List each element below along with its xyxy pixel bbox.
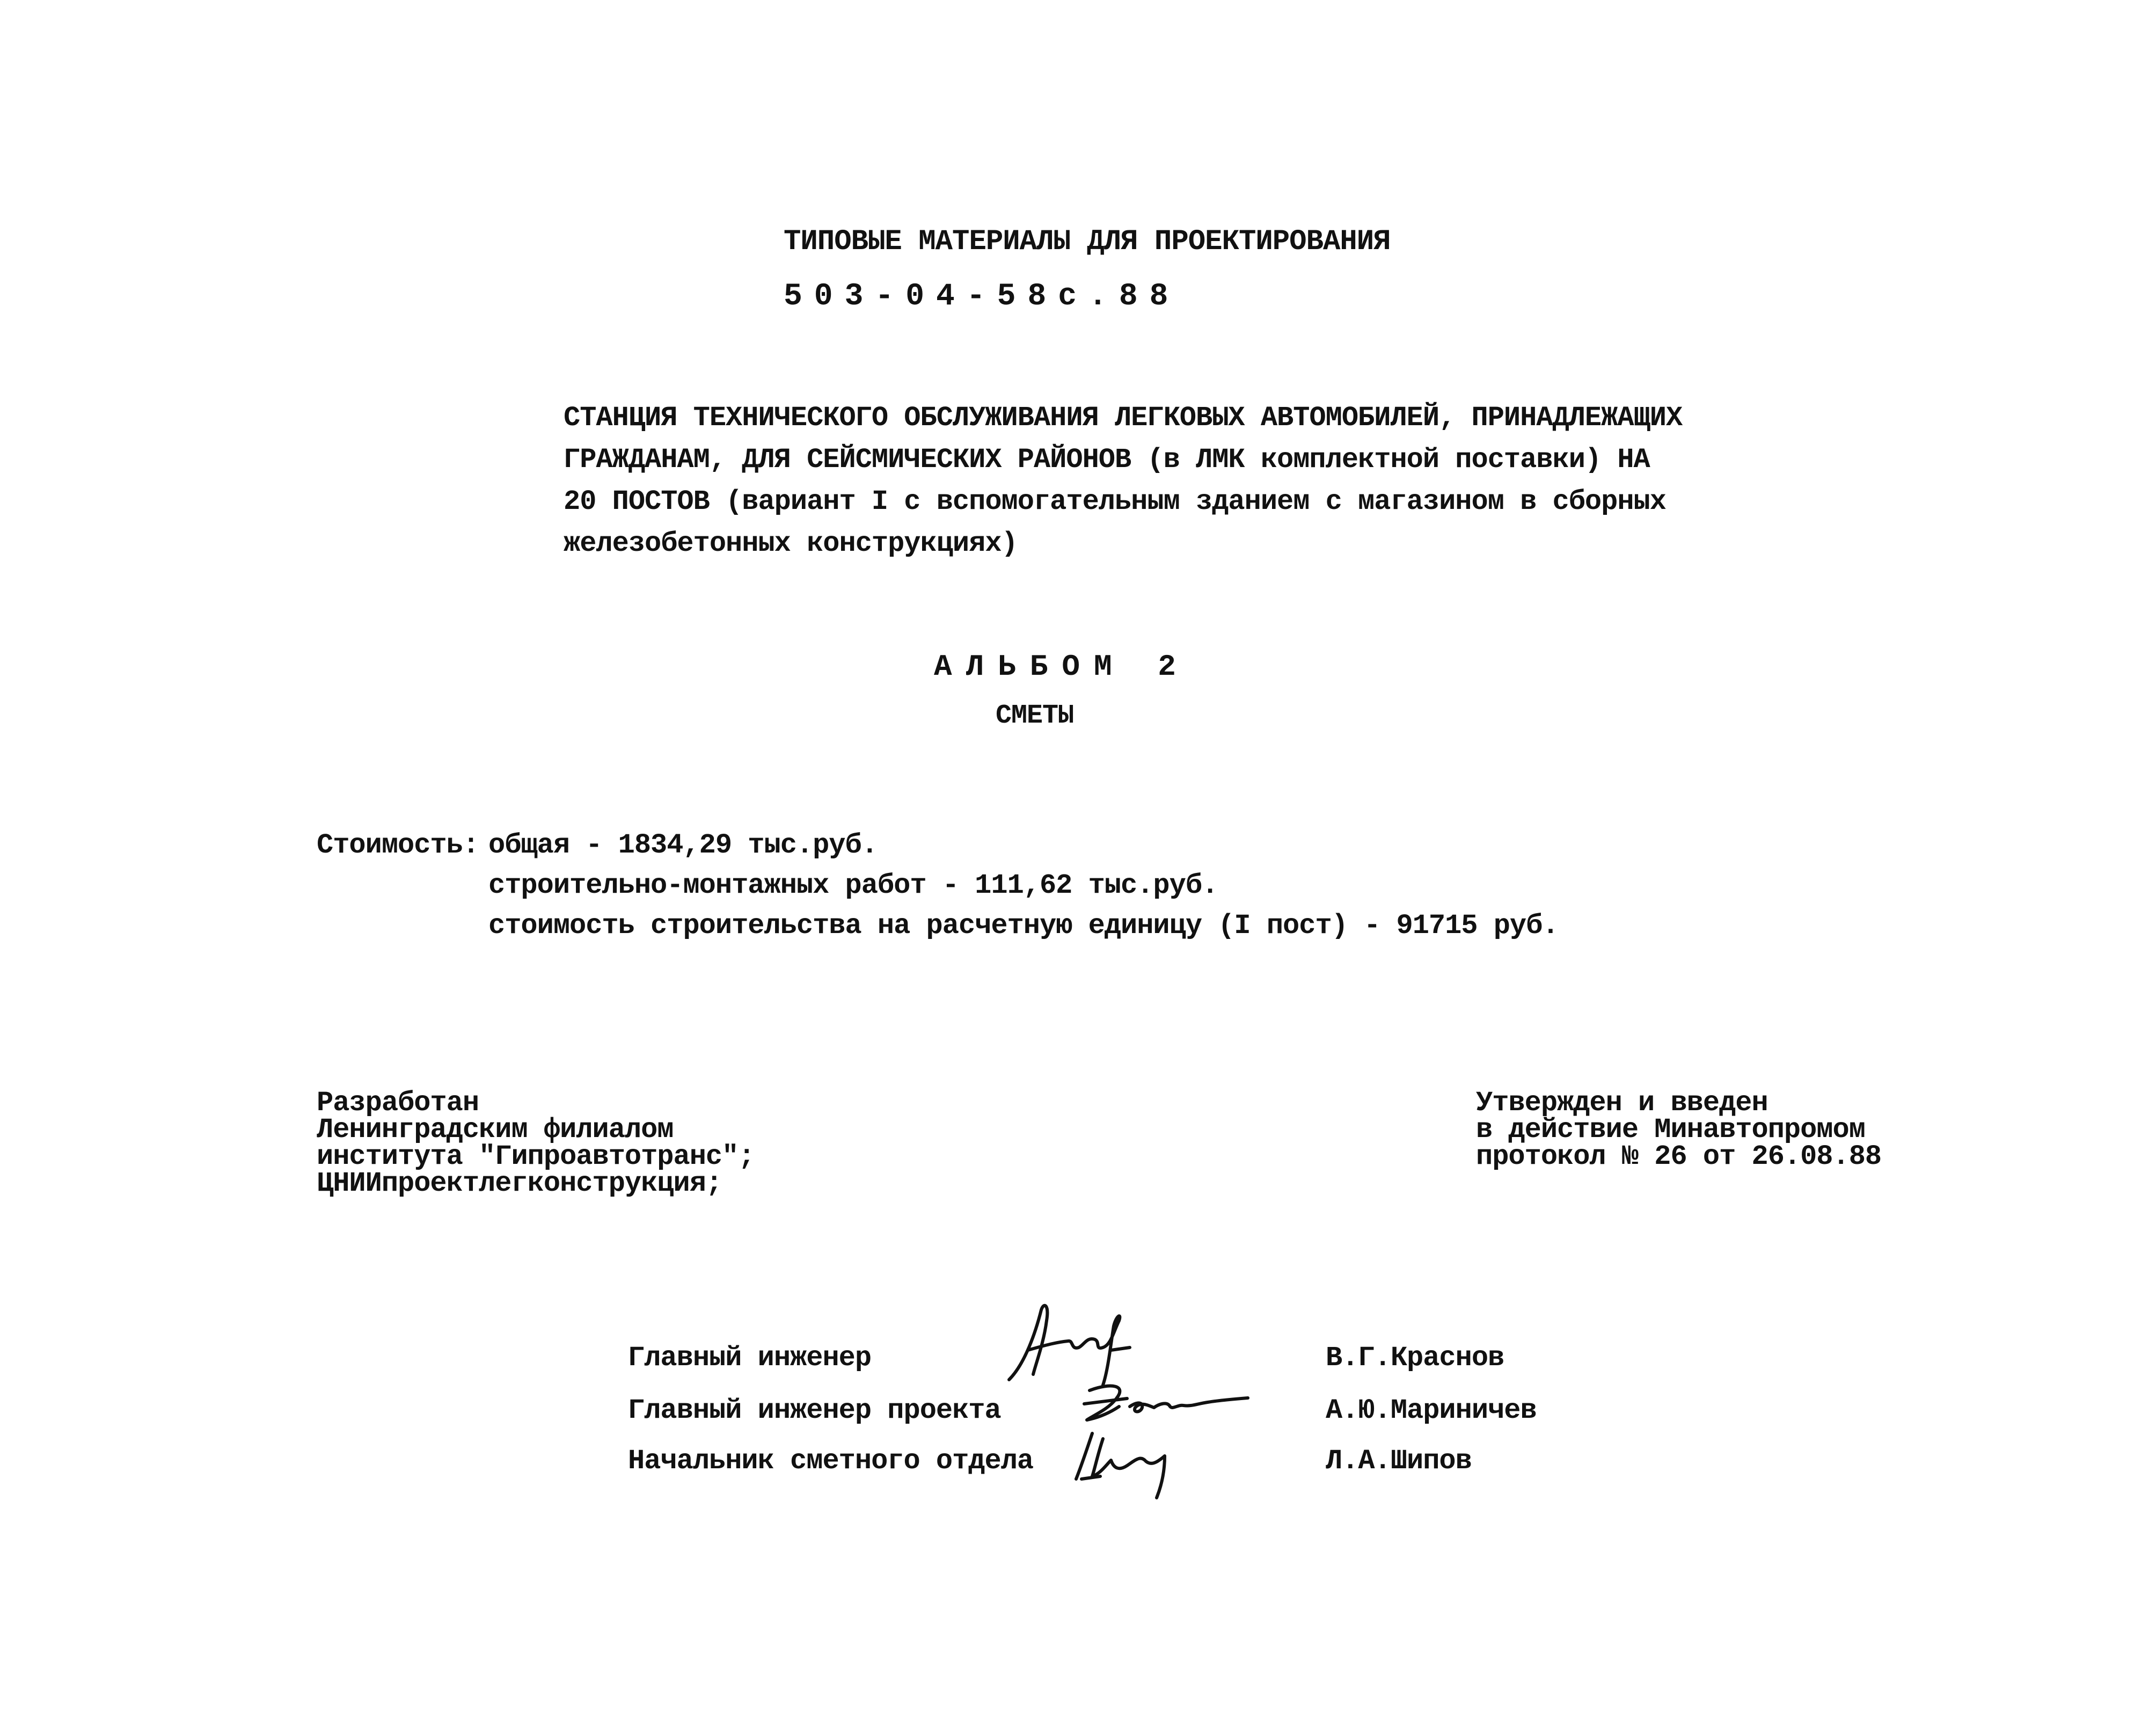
signatory-name-chief-project-engineer: А.Ю.Мариничев <box>1326 1395 1537 1426</box>
series-title: ТИПОВЫЕ МАТЕРИАЛЫ ДЛЯ ПРОЕКТИРОВАНИЯ <box>784 225 1391 258</box>
signature-head-estimate-department <box>1071 1423 1194 1503</box>
developed-by-line: Ленинградским филиалом <box>317 1114 674 1146</box>
series-code: 503-04-58с.88 <box>784 279 1180 314</box>
signatory-title-chief-engineer: Главный инженер <box>628 1342 872 1374</box>
developed-by-line: института "Гипроавтотранс"; <box>317 1141 755 1172</box>
project-title-line: 20 ПОСТОВ (вариант I с вспомогательным зданием с магазином в сборных <box>564 486 1666 518</box>
project-title-line: СТАНЦИЯ ТЕХНИЧЕСКОГО ОБСЛУЖИВАНИЯ ЛЕГКОВЫХ АВТОМОБИЛЕЙ, ПРИНАДЛЕЖАЩИХ <box>564 402 1683 434</box>
project-title-line: железобетонных конструкциях) <box>564 528 1018 559</box>
signatory-title-head-estimate-department: Начальник сметного отдела <box>628 1445 1034 1477</box>
approval-line: Утвержден и введен <box>1476 1087 1768 1119</box>
album-subtitle: СМЕТЫ <box>996 701 1074 731</box>
developed-by-block <box>317 1087 755 1199</box>
approval-line: в действие Минавтопромом <box>1476 1114 1865 1146</box>
signatory-name-head-estimate-department: Л.А.Шипов <box>1326 1445 1472 1477</box>
cost-construction: строительно-монтажных работ - 111,62 тыс.руб. <box>488 870 1218 901</box>
album-label: АЛЬБОМ 2 <box>934 650 1190 684</box>
approval-line: протокол № 26 от 26.08.88 <box>1476 1141 1882 1172</box>
developed-by-line: ЦНИИпроектлегконструкция; <box>317 1168 722 1199</box>
cost-total: общая - 1834,29 тыс.руб. <box>488 829 878 861</box>
cost-label: Стоимость: <box>317 829 479 861</box>
project-title <box>564 397 1682 565</box>
project-title-line: ГРАЖДАНАМ, ДЛЯ СЕЙСМИЧЕСКИХ РАЙОНОВ (в ЛМК комплектной поставки) НА <box>564 444 1650 476</box>
approval-block <box>1476 1087 1882 1172</box>
cost-per-unit: стоимость строительства на расчетную единицу (I пост) - 91715 руб. <box>488 910 1559 942</box>
signatory-title-chief-project-engineer: Главный инженер проекта <box>628 1395 1001 1426</box>
signatory-name-chief-engineer: В.Г.Краснов <box>1326 1342 1504 1374</box>
developed-by-line: Разработан <box>317 1087 479 1119</box>
